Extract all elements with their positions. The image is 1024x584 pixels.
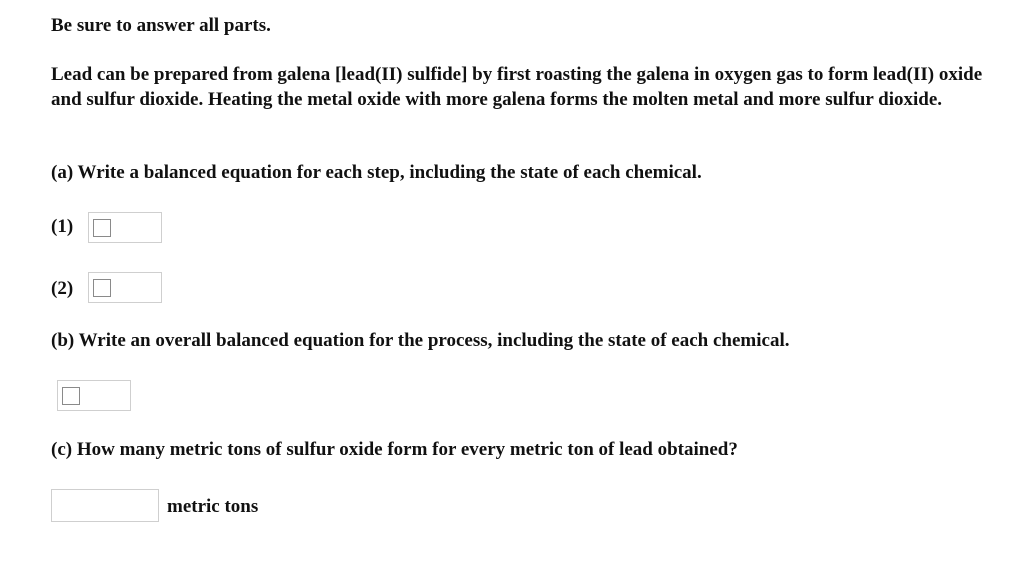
sulfur-oxide-tons-input[interactable] bbox=[51, 489, 159, 522]
step-1-equation-input[interactable] bbox=[88, 212, 162, 243]
step-2-equation-input[interactable] bbox=[88, 272, 162, 303]
problem-statement: Lead can be prepared from galena [lead(II) sulfide] by first roasting the galena in oxygen gas to form lead(II) oxide and sulfur dioxide. Heating the metal oxide with more galena forms the molten metal and more sulfur dioxide. bbox=[51, 64, 983, 110]
step-2-label: (2) bbox=[51, 278, 74, 299]
part-a-prompt: (a) Write a balanced equation for each step, including the state of each chemical. bbox=[51, 162, 702, 183]
part-b-prompt: (b) Write an overall balanced equation for the process, including the state of each chemical. bbox=[51, 330, 790, 351]
overall-equation-input[interactable] bbox=[57, 380, 131, 411]
part-c-prompt: (c) How many metric tons of sulfur oxide form for every metric ton of lead obtained? bbox=[51, 439, 738, 460]
equation-placeholder-icon bbox=[93, 279, 111, 297]
equation-placeholder-icon bbox=[62, 387, 80, 405]
instruction-text: Be sure to answer all parts. bbox=[51, 15, 271, 36]
step-1-label: (1) bbox=[51, 216, 74, 237]
equation-placeholder-icon bbox=[93, 219, 111, 237]
tons-unit-label: metric tons bbox=[167, 496, 259, 517]
